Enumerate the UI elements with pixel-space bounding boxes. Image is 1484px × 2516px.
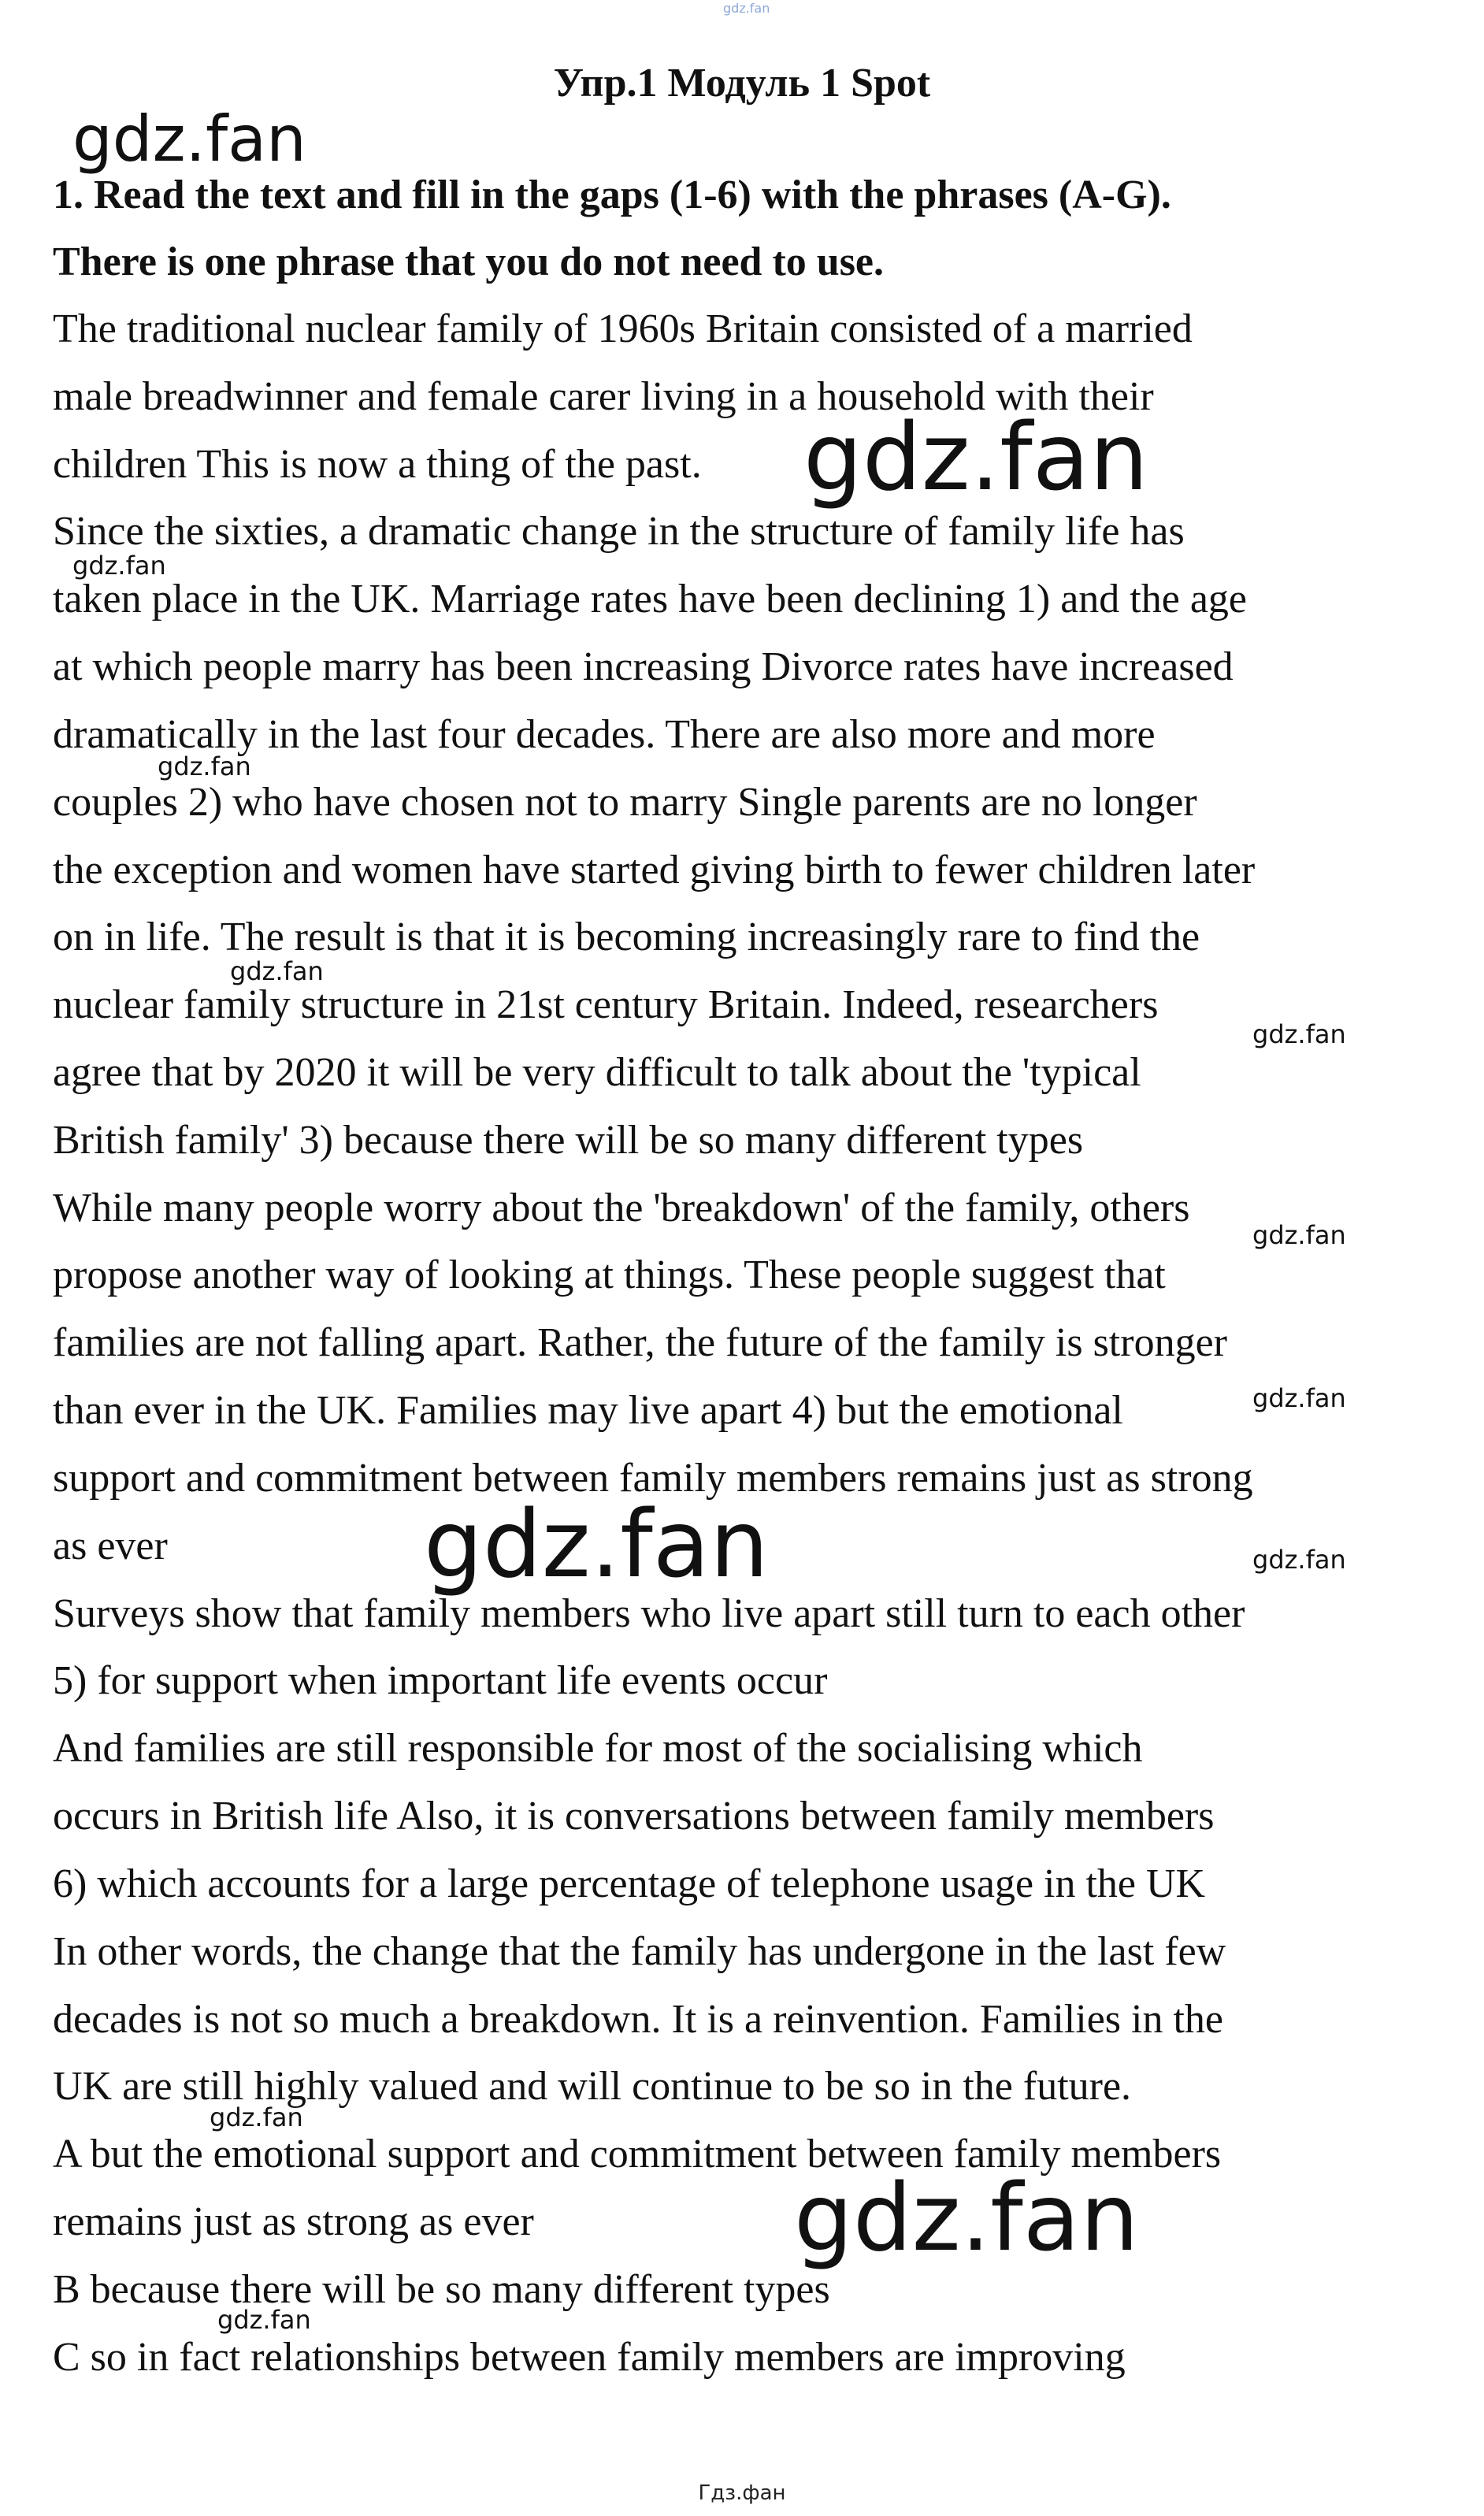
text-line: In other words, the change that the family has undergone in the last few (53, 1929, 1226, 1974)
text-line: 6) which accounts for a large percentage of telephone usage in the UK (53, 1861, 1206, 1906)
text-line: on in life. The result is that it is becoming increasingly rare to find the (53, 915, 1200, 959)
watermark: gdz.fan (72, 551, 166, 581)
watermark: gdz.fan (803, 403, 1148, 511)
watermark: gdz.fan (424, 1490, 769, 1598)
watermark: gdz.fan (1252, 1545, 1346, 1575)
text-line: as ever (53, 1523, 168, 1568)
watermark: gdz.fan (230, 956, 324, 986)
text-line: And families are still responsible for most of the socialising which (53, 1726, 1143, 1771)
watermark: gdz.fan (1252, 1220, 1346, 1250)
watermark: gdz.fan (210, 2102, 303, 2132)
text-line: children This is now a thing of the past. (53, 442, 702, 487)
instruction-line: 1. Read the text and fill in the gaps (1-6) with the phrases (A-G). (53, 173, 1171, 217)
text-line: nuclear family structure in 21st century Britain. Indeed, researchers (53, 982, 1159, 1027)
text-line: UK are still highly valued and will continue to be so in the future. (53, 2064, 1132, 2109)
instruction-line: There is one phrase that you do not need to use. (53, 239, 885, 284)
watermark: gdz.fan (217, 2305, 311, 2335)
answer-option-line: C so in fact relationships between family members are improving (53, 2335, 1126, 2380)
text-line: than ever in the UK. Families may live apart 4) but the emotional (53, 1388, 1123, 1433)
page-title: Упр.1 Модуль 1 Spot (553, 61, 931, 106)
watermark: gdz.fan (1252, 1019, 1346, 1049)
text-line: families are not falling apart. Rather, the future of the family is stronger (53, 1320, 1227, 1365)
answer-option-line: remains just as strong as ever (53, 2199, 534, 2244)
text-line: occurs in British life Also, it is conversations between family members (53, 1794, 1215, 1839)
watermark: gdz.fan (72, 102, 306, 176)
text-line: Surveys show that family members who live apart still turn to each other (53, 1591, 1245, 1636)
text-line: male breadwinner and female carer living in a household with their (53, 374, 1154, 419)
text-line: at which people marry has been increasing Divorce rates have increased (53, 644, 1234, 689)
text-line: support and commitment between family members remains just as strong (53, 1456, 1253, 1501)
text-line: 5) for support when important life events occur (53, 1658, 828, 1703)
text-line: the exception and women have started giving birth to fewer children later (53, 848, 1256, 892)
text-line: decades is not so much a breakdown. It is a reinvention. Families in the (53, 1997, 1223, 2042)
answer-option-line: A but the emotional support and commitment between family members (53, 2132, 1222, 2176)
watermark: gdz.fan (794, 2163, 1139, 2272)
text-line: agree that by 2020 it will be very difficult to talk about the 'typical (53, 1050, 1141, 1095)
watermark: gdz.fan (1252, 1383, 1346, 1413)
text-line: couples 2) who have chosen not to marry Single parents are no longer (53, 780, 1197, 825)
text-line: Since the sixties, a dramatic change in the structure of family life has (53, 509, 1185, 554)
answer-option-line: B because there will be so many different types (53, 2267, 830, 2312)
footer-label: Гдз.фан (698, 2481, 786, 2505)
watermark-top: gdz.fan (723, 1, 770, 16)
text-line: taken place in the UK. Marriage rates have been declining 1) and the age (53, 577, 1247, 622)
text-line: propose another way of looking at things. These people suggest that (53, 1252, 1166, 1297)
text-line: While many people worry about the 'breakdown' of the family, others (53, 1186, 1190, 1230)
text-line: dramatically in the last four decades. There are also more and more (53, 712, 1156, 757)
text-line: British family' 3) because there will be so many different types (53, 1118, 1084, 1163)
watermark: gdz.fan (158, 751, 251, 781)
text-line: The traditional nuclear family of 1960s Britain consisted of a married (53, 306, 1193, 351)
